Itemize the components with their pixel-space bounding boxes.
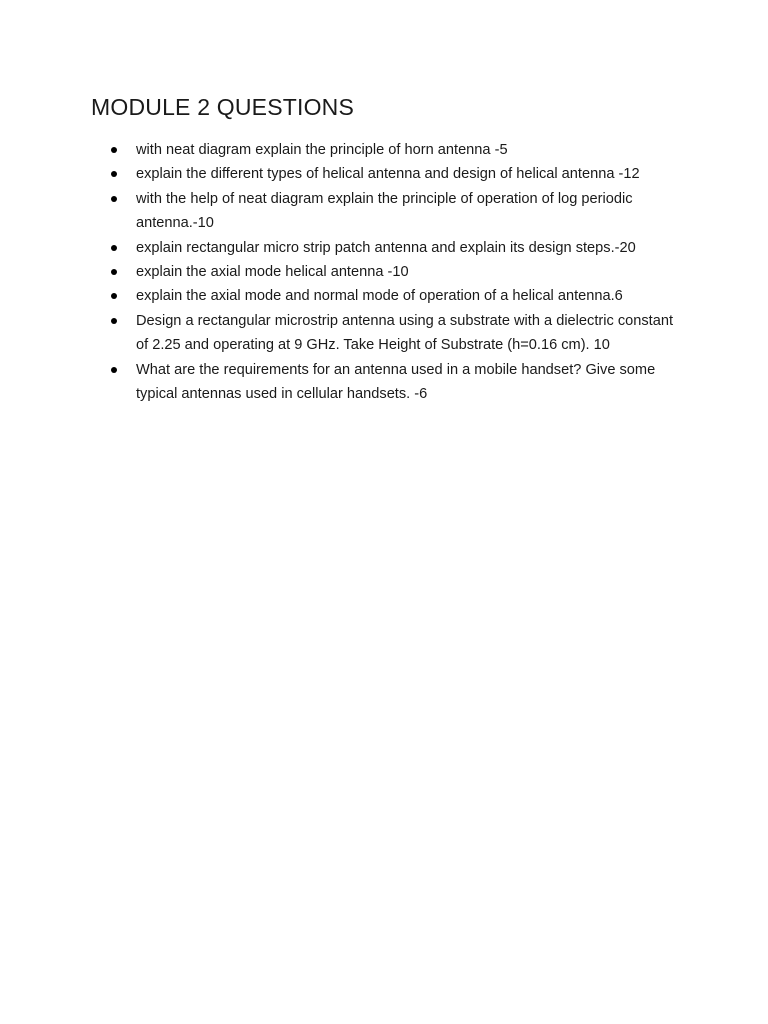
list-item xyxy=(108,260,688,284)
list-item xyxy=(108,162,688,186)
list-item xyxy=(108,358,688,407)
bullet-icon xyxy=(111,245,117,251)
list-item xyxy=(108,309,688,358)
bullet-icon xyxy=(111,269,117,275)
question-text: explain the different types of helical antenna and design of helical antenna -12 xyxy=(136,166,640,183)
bullet-icon xyxy=(111,293,117,299)
question-text: explain the axial mode helical antenna -10 xyxy=(136,264,409,281)
question-text: with neat diagram explain the principle of horn antenna -5 xyxy=(136,142,508,158)
bullet-icon xyxy=(111,196,117,202)
bullet-icon xyxy=(111,318,117,324)
question-text: What are the requirements for an antenna used in a mobile handset? Give some typical antennas used in cellular handsets. -6 xyxy=(136,361,656,403)
bullet-icon xyxy=(111,171,117,177)
list-item xyxy=(108,138,688,162)
question-list xyxy=(108,138,688,406)
list-item xyxy=(108,187,688,236)
list-item xyxy=(108,236,688,260)
list-item xyxy=(108,284,688,308)
question-text: Design a rectangular microstrip antenna using a substrate with a dielectric constant of 2.25 and operating at 9 GHz. Take Height of Substrate (h=0.16 cm). 10 xyxy=(136,312,674,354)
bullet-icon xyxy=(111,147,117,153)
page-title: MODULE 2 QUESTIONS xyxy=(91,94,355,120)
question-text: explain the axial mode and normal mode of operation of a helical antenna.6 xyxy=(136,288,623,305)
question-text: explain rectangular micro strip patch antenna and explain its design steps.-20 xyxy=(136,239,636,256)
question-text: with the help of neat diagram explain the principle of operation of log periodic antenna.-10 xyxy=(136,190,633,232)
bullet-icon xyxy=(111,367,117,373)
